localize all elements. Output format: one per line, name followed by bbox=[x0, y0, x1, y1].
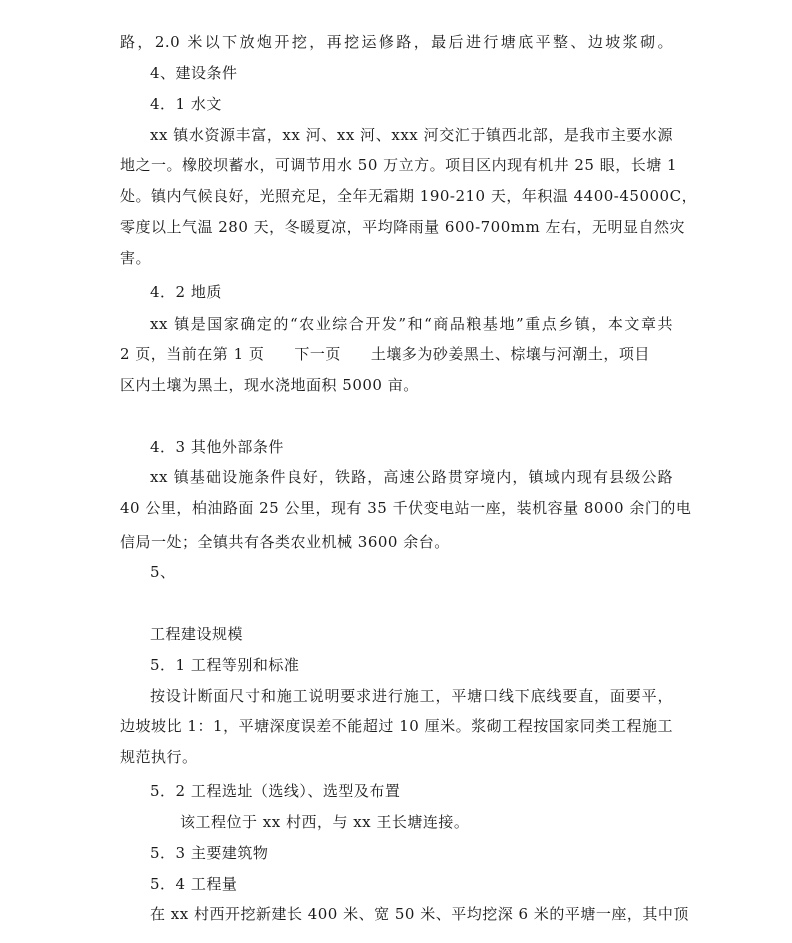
paragraph-line: xx 镇是国家确定的“农业综合开发”和“商品粮基地”重点乡镇，本文章共 bbox=[150, 315, 673, 333]
paragraph-line: 边坡坡比 1：1，平塘深度误差不能超过 10 厘米。浆砌工程按国家同类工程施工 bbox=[120, 717, 673, 735]
subsection-heading: 4．2 地质 bbox=[150, 283, 222, 301]
paragraph-line: 规范执行。 bbox=[120, 748, 198, 766]
section-heading: 5、 bbox=[150, 563, 176, 581]
paragraph-line: xx 镇基础设施条件良好，铁路，高速公路贯穿境内，镇域内现有县级公路 bbox=[150, 468, 673, 486]
paragraph-line: 区内土壤为黑土，现水浇地面积 5000 亩。 bbox=[120, 376, 419, 394]
paragraph-line: 零度以上气温 280 天，冬暖夏凉，平均降雨量 600-700mm 左右，无明显自然灾 bbox=[120, 218, 685, 236]
subsection-heading: 4．1 水文 bbox=[150, 95, 222, 113]
subsection-heading: 5．4 工程量 bbox=[150, 875, 238, 893]
paragraph-line: 该工程位于 xx 村西，与 xx 王长塘连接。 bbox=[180, 813, 470, 831]
subsection-heading: 4．3 其他外部条件 bbox=[150, 438, 284, 456]
paragraph-line: 在 xx 村西开挖新建长 400 米、宽 50 米、平均挖深 6 米的平塘一座，其中顶 bbox=[150, 905, 689, 923]
subsection-heading: 5．1 工程等别和标准 bbox=[150, 656, 300, 674]
paragraph-line: xx 镇水资源丰富，xx 河、xx 河、xxx 河交汇于镇西北部，是我市主要水源 bbox=[150, 126, 673, 144]
paragraph-line: 地之一。橡胶坝蓄水，可调节用水 50 万立方。项目区内现有机井 25 眼，长塘 1 bbox=[120, 156, 678, 174]
section-heading: 工程建设规模 bbox=[150, 625, 244, 643]
paragraph-line: 按设计断面尺寸和施工说明要求进行施工，平塘口线下底线要直，面要平， bbox=[150, 687, 673, 705]
paragraph-line: 信局一处；全镇共有各类农业机械 3600 余台。 bbox=[120, 533, 450, 551]
paragraph-line: 处。镇内气候良好，光照充足，全年无霜期 190-210 天，年积温 4400-45000C， bbox=[120, 187, 698, 205]
paragraph-line: 40 公里，柏油路面 25 公里，现有 35 千伏变电站一座，装机容量 8000 余门的电 bbox=[120, 499, 692, 517]
paragraph-line: 害。 bbox=[120, 249, 152, 267]
paragraph-line: 路，2.0 米以下放炮开挖，再挖运修路，最后进行塘底平整、边坡浆砌。 bbox=[120, 33, 673, 51]
subsection-heading: 5．2 工程选址（选线）、选型及布置 bbox=[150, 782, 401, 800]
section-heading: 4、建设条件 bbox=[150, 64, 238, 82]
paragraph-line bbox=[120, 344, 650, 364]
next-page-link[interactable]: 下一页 bbox=[294, 345, 341, 363]
paragraph-text: 土壤多为砂姜黑土、棕壤与河潮土，项目 bbox=[370, 345, 650, 363]
page-indicator: 2 页，当前在第 1 页 bbox=[120, 345, 265, 363]
subsection-heading: 5．3 主要建筑物 bbox=[150, 844, 269, 862]
